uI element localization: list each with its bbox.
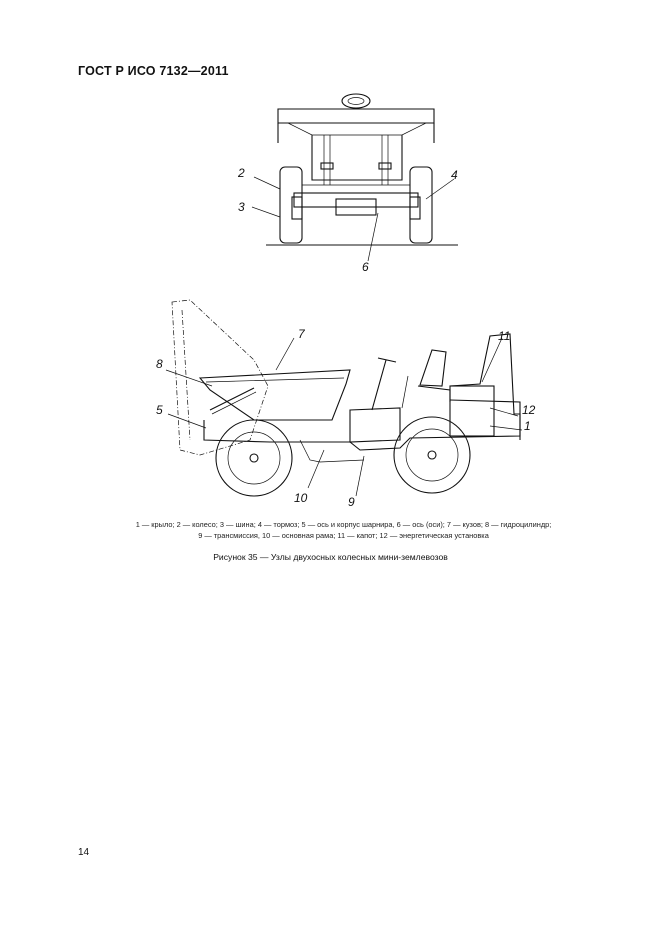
callout-4: 4 <box>451 168 458 182</box>
callout-12: 12 <box>522 403 536 417</box>
callout-2: 2 <box>238 166 245 180</box>
callout-6: 6 <box>362 260 369 274</box>
callout-8: 8 <box>156 357 163 371</box>
callout-10: 10 <box>294 491 308 505</box>
callout-3: 3 <box>238 200 245 214</box>
standard-header: ГОСТ Р ИСО 7132—2011 <box>78 64 229 78</box>
figure-caption: Рисунок 35 — Узлы двухосных колесных мини-землевозов <box>213 552 448 562</box>
callout-7: 7 <box>298 327 305 341</box>
legend-line: 1 — крыло; 2 — колесо; 3 — шина; 4 — тормоз; 5 — ось и корпус шарнира, 6 — ось (оси); 7 — кузов; 8 — гидроцилиндр; <box>135 520 552 529</box>
figure-legend <box>66 520 621 541</box>
callout-11: 11 <box>498 329 511 343</box>
callout-1: 1 <box>524 419 531 433</box>
side-view-drawing <box>150 290 550 515</box>
callout-5: 5 <box>156 403 163 417</box>
callout-9: 9 <box>348 495 355 509</box>
front-view-drawing <box>232 85 482 275</box>
page-number: 14 <box>78 847 90 858</box>
legend-line: 9 — трансмиссия, 10 — основная рама; 11 — капот; 12 — энергетическая установка <box>198 530 489 540</box>
